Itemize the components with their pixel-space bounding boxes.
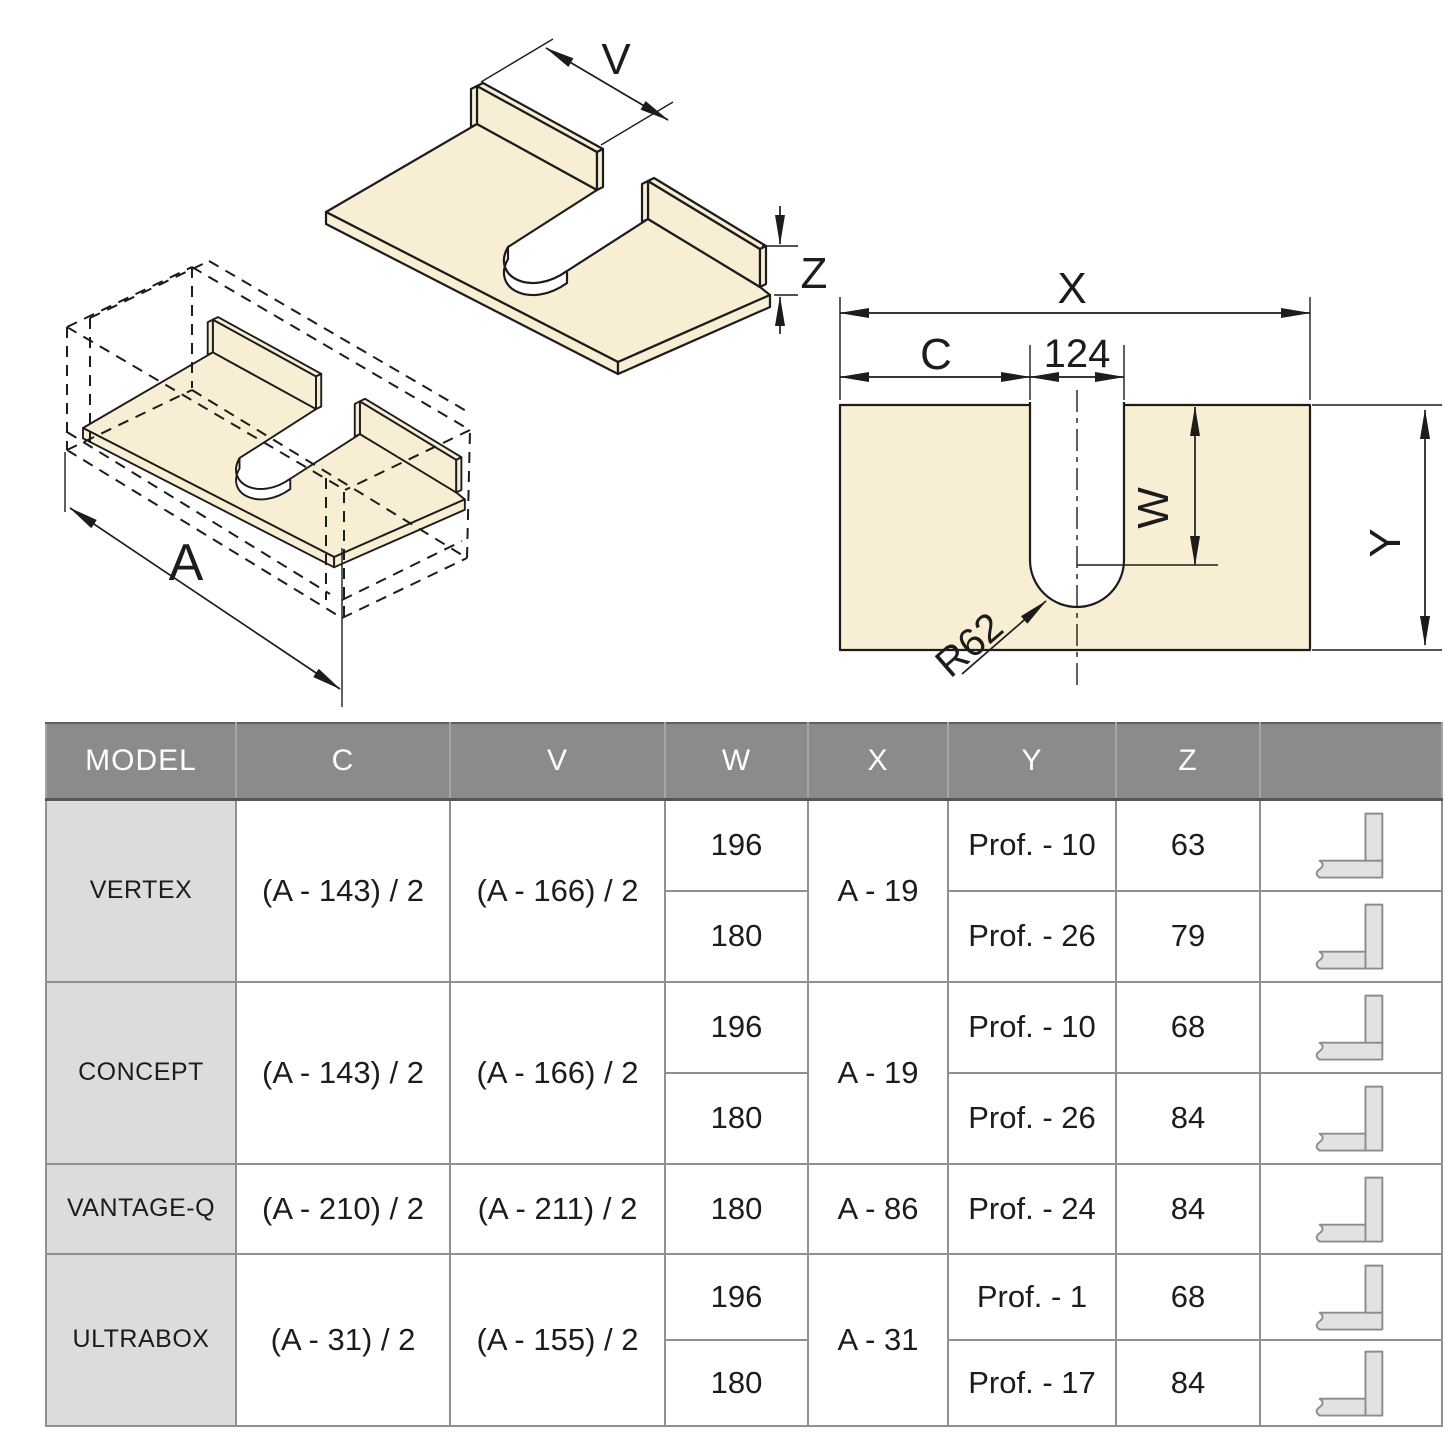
joint-icon-cell [1260, 891, 1442, 982]
value-w: 180 [665, 1164, 808, 1254]
value-x: A - 19 [808, 982, 948, 1164]
table-row [46, 1254, 1442, 1340]
value-z: 63 [1116, 800, 1260, 891]
table-header-row [46, 723, 1442, 800]
col-header-model: MODEL [46, 723, 236, 800]
value-y: Prof. - 10 [948, 982, 1116, 1073]
table-row [46, 982, 1442, 1073]
value-y: Prof. - 1 [948, 1254, 1116, 1340]
table-row [46, 800, 1442, 891]
value-y: Prof. - 17 [948, 1340, 1116, 1426]
value-x: A - 31 [808, 1254, 948, 1426]
value-v: (A - 211) / 2 [450, 1164, 665, 1254]
col-header-v: V [450, 723, 665, 800]
value-v: (A - 166) / 2 [450, 800, 665, 982]
value-z: 84 [1116, 1164, 1260, 1254]
value-z: 68 [1116, 1254, 1260, 1340]
value-v: (A - 166) / 2 [450, 982, 665, 1164]
value-c: (A - 143) / 2 [236, 982, 450, 1164]
radius-label: R62 [927, 604, 1012, 686]
joint-icon-cell [1260, 1073, 1442, 1164]
value-y: Prof. - 26 [948, 891, 1116, 982]
slot-width-label: 124 [1043, 332, 1111, 376]
value-v: (A - 155) / 2 [450, 1254, 665, 1426]
model-name: VANTAGE-Q [46, 1164, 236, 1254]
dimension-w-label: W [1129, 487, 1178, 529]
panel-joint-icon [1305, 1342, 1397, 1424]
value-w: 196 [665, 982, 808, 1073]
col-header-w: W [665, 723, 808, 800]
panel-joint-icon [1305, 1077, 1397, 1159]
joint-icon-cell [1260, 1164, 1442, 1254]
joint-icon-cell [1260, 982, 1442, 1073]
col-header-icon [1260, 723, 1442, 800]
col-header-z: Z [1116, 723, 1260, 800]
countertop-panel [83, 317, 465, 567]
spec-table [45, 722, 1443, 1427]
plan-view-drawing [840, 264, 1442, 688]
panel-joint-icon [1305, 895, 1397, 977]
dimension-y-label: Y [1361, 528, 1410, 558]
joint-icon-cell [1260, 1254, 1442, 1340]
value-c: (A - 210) / 2 [236, 1164, 450, 1254]
value-y: Prof. - 24 [948, 1164, 1116, 1254]
dimension-c-label: C [920, 330, 952, 379]
value-z: 84 [1116, 1073, 1260, 1164]
table-row [46, 1164, 1442, 1254]
value-w: 196 [665, 1254, 808, 1340]
iso-middle-drawing [326, 35, 827, 374]
value-w: 180 [665, 891, 808, 982]
value-c: (A - 31) / 2 [236, 1254, 450, 1426]
value-y: Prof. - 26 [948, 1073, 1116, 1164]
col-header-x: X [808, 723, 948, 800]
value-c: (A - 143) / 2 [236, 800, 450, 982]
model-name: ULTRABOX [46, 1254, 236, 1426]
countertop-panel [326, 83, 770, 374]
dimension-a-label: A [168, 534, 204, 592]
dimension-v-label: V [601, 35, 631, 84]
value-y: Prof. - 10 [948, 800, 1116, 891]
model-name: CONCEPT [46, 982, 236, 1164]
panel-joint-icon [1305, 986, 1397, 1068]
panel-joint-icon [1305, 1256, 1397, 1338]
panel-joint-icon [1305, 804, 1397, 886]
value-x: A - 86 [808, 1164, 948, 1254]
col-header-c: C [236, 723, 450, 800]
value-w: 180 [665, 1340, 808, 1426]
joint-icon-cell [1260, 1340, 1442, 1426]
value-w: 196 [665, 800, 808, 891]
panel-joint-icon [1305, 1168, 1397, 1250]
dimension-z-label: Z [800, 249, 828, 298]
dimension-x-label: X [1057, 264, 1087, 313]
col-header-y: Y [948, 723, 1116, 800]
value-x: A - 19 [808, 800, 948, 982]
iso-left-drawing [65, 261, 470, 707]
value-z: 79 [1116, 891, 1260, 982]
model-name: VERTEX [46, 800, 236, 982]
value-w: 180 [665, 1073, 808, 1164]
value-z: 84 [1116, 1340, 1260, 1426]
value-z: 68 [1116, 982, 1260, 1073]
dimension-drawings [0, 0, 1445, 722]
joint-icon-cell [1260, 800, 1442, 891]
